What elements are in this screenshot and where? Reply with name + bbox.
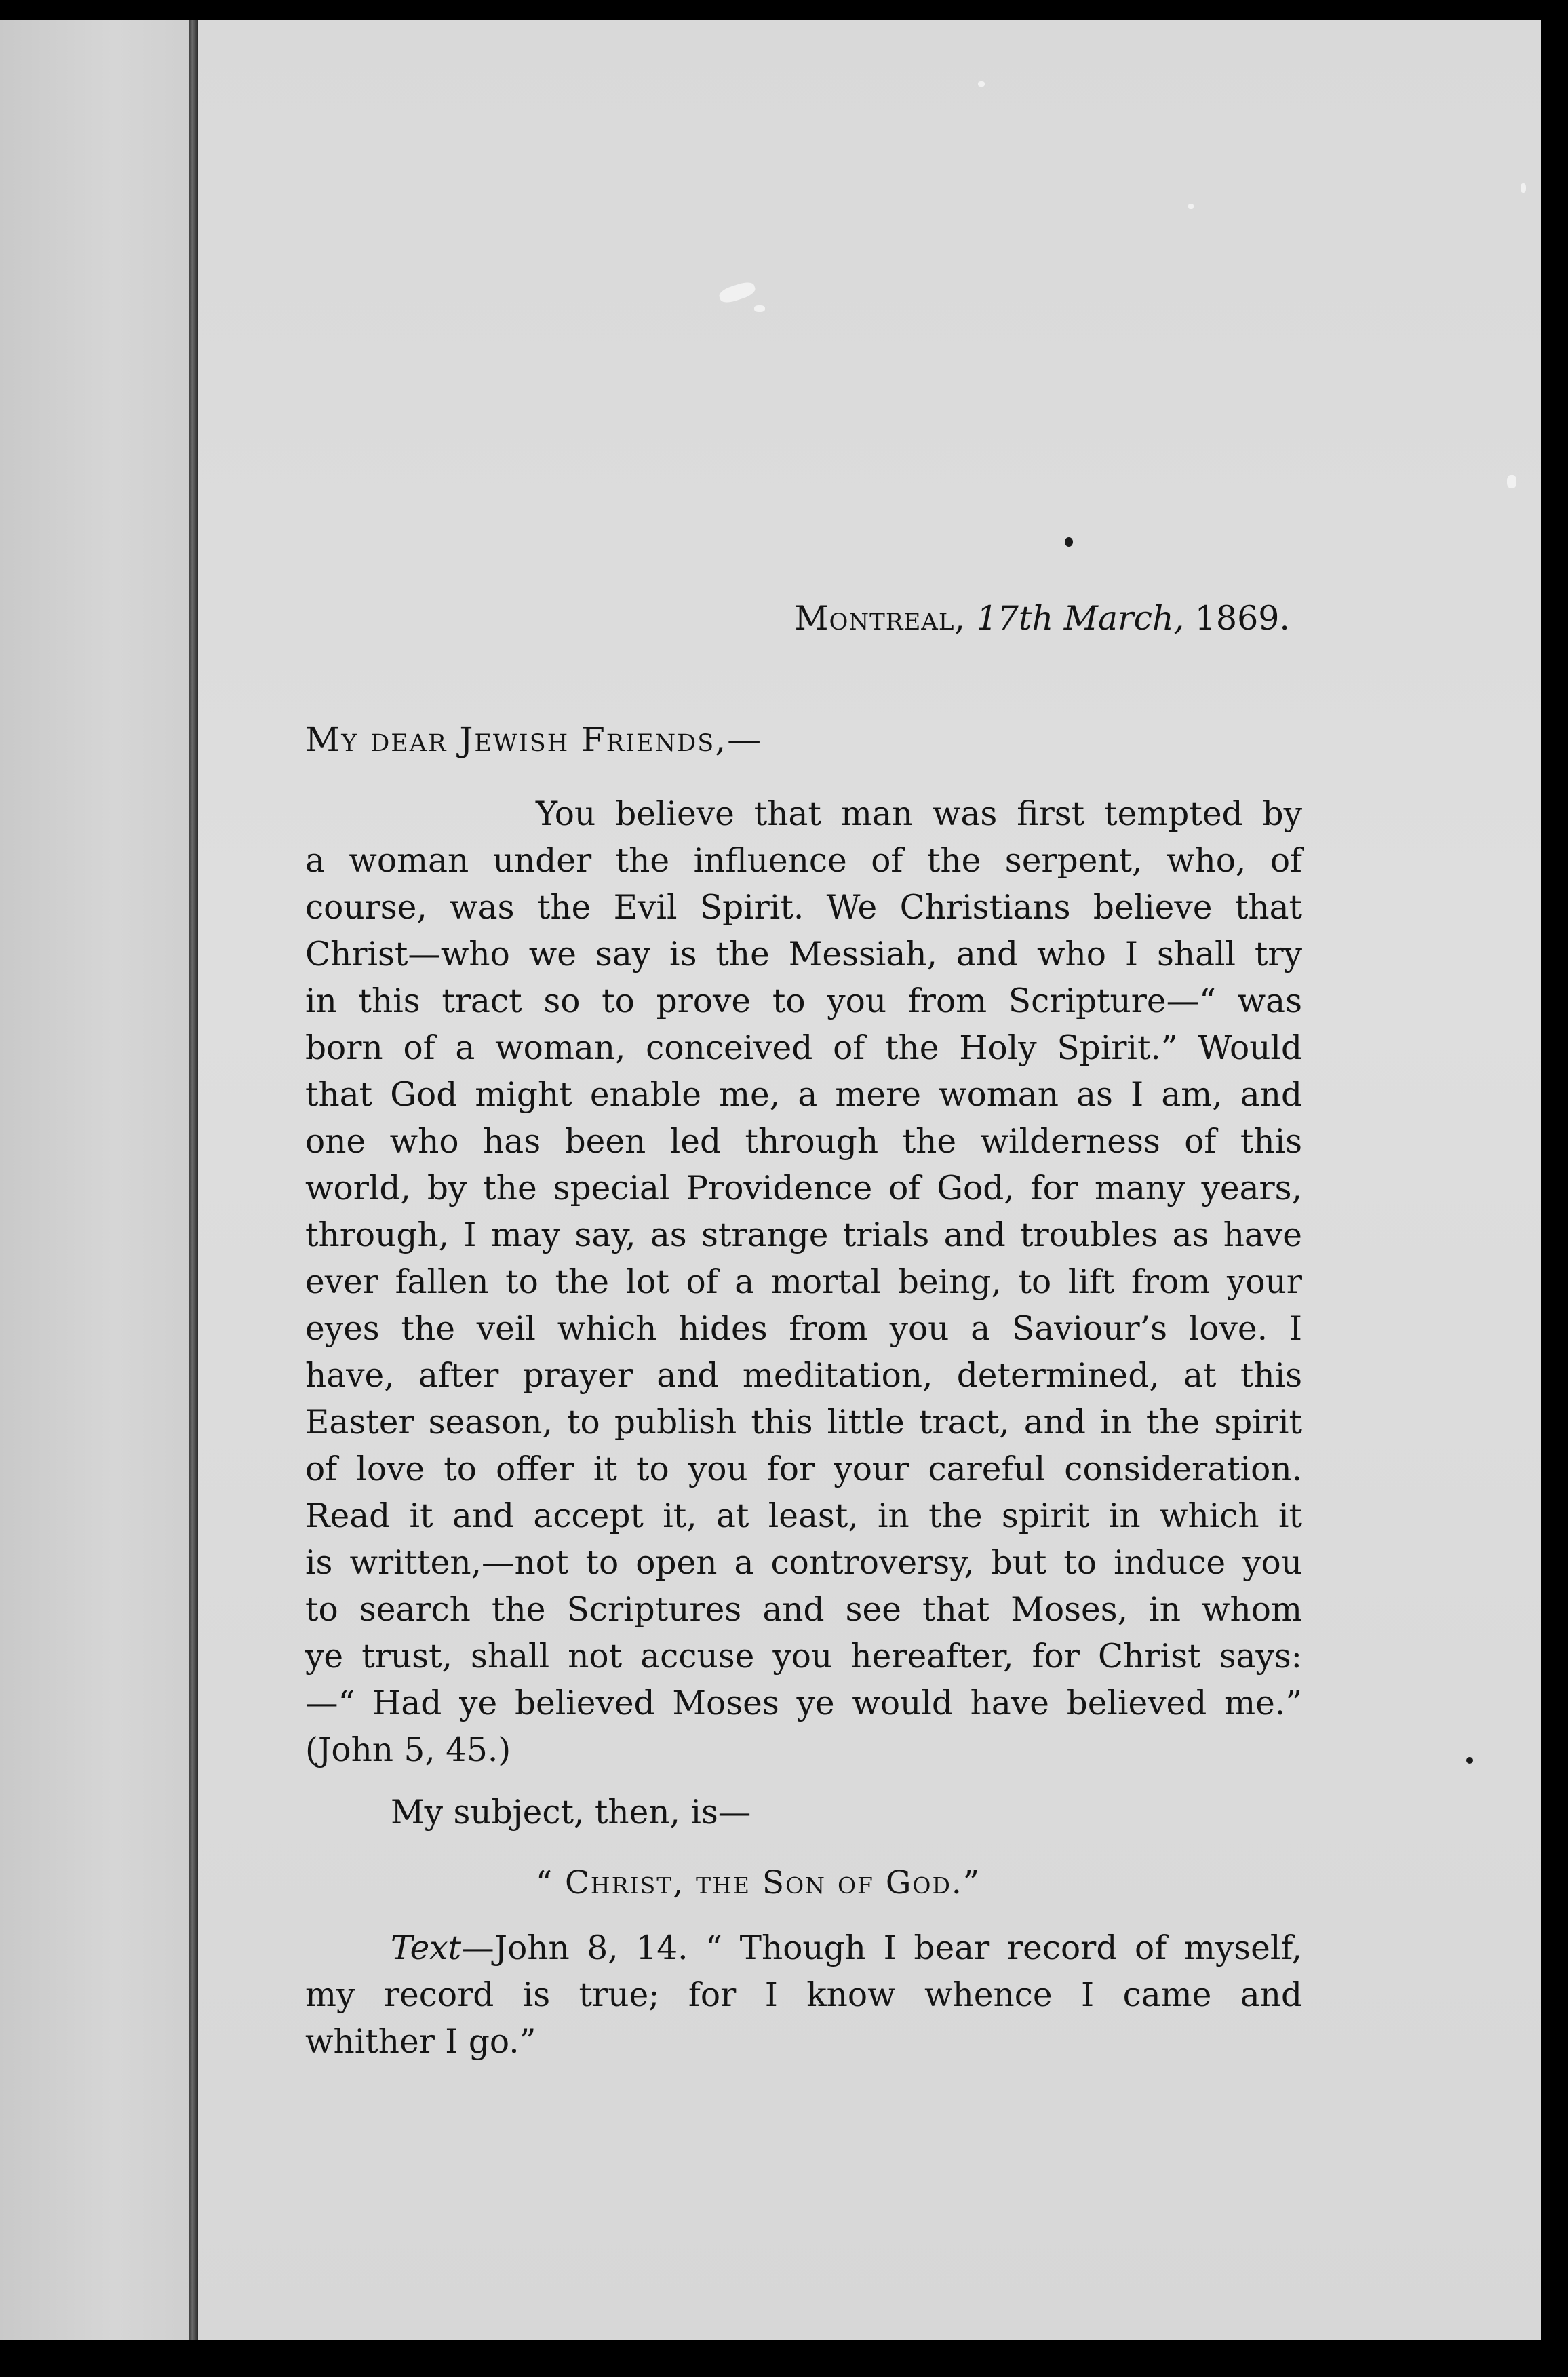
ink-dot [1466, 1757, 1473, 1764]
paper-speck [1507, 475, 1516, 488]
salutation: My dear Jewish Friends,— [305, 720, 763, 759]
body-line: course, was the Evil Spirit. We Christians believe that [305, 889, 1302, 927]
body-line: world, by the special Providence of God, for many years, [305, 1170, 1302, 1207]
body-line: Read it and accept it, at least, in the spirit in which it [305, 1497, 1302, 1535]
subject-title: “ Christ, the Son of God.” [536, 1864, 981, 1901]
book-gutter [189, 20, 198, 2340]
facing-page-edge [0, 20, 191, 2340]
body-line: a woman under the influence of the serpent, who, of [305, 842, 1302, 880]
paper-speck [1188, 204, 1194, 209]
body-paragraph [305, 791, 1302, 1774]
paper-speck [754, 305, 765, 312]
dateline-place: Montreal, [794, 599, 966, 638]
dateline-year: 1869. [1194, 599, 1290, 638]
body-line: to search the Scriptures and see that Moses, in whom [305, 1591, 1302, 1629]
body-line: that God might enable me, a mere woman as I am, and [305, 1076, 1302, 1114]
paper-speck [718, 279, 757, 305]
body-line: (John 5, 45.) [305, 1731, 511, 1769]
body-line: Christ—who we say is the Messiah, and who I shall try [305, 935, 1302, 973]
scripture-text-paragraph [305, 1925, 1302, 2066]
body-line: of love to offer it to you for your careful consideration. [305, 1450, 1302, 1488]
body-line: ye trust, shall not accuse you hereafter, for Christ says: [305, 1638, 1302, 1676]
scripture-line-content: —John 8, 14. “ Though I bear record of myself, [461, 1929, 1302, 1967]
body-line: eyes the veil which hides from you a Saviour’s love. I [305, 1310, 1302, 1348]
dateline-month: March, [1063, 599, 1185, 638]
scripture-line: whither I go.” [305, 2023, 536, 2061]
scripture-line [305, 1925, 1302, 1972]
paper-speck [1521, 183, 1526, 193]
body-line: is written,—not to open a controversy, but to induce you [305, 1544, 1302, 1582]
text-label: Text [391, 1929, 462, 1967]
body-line: have, after prayer and meditation, determined, at this [305, 1357, 1302, 1395]
dateline [734, 597, 1290, 640]
body-line: Easter season, to publish this little tract, and in the spirit [305, 1404, 1302, 1442]
dateline-day: 17th [976, 599, 1054, 638]
body-line: ever fallen to the lot of a mortal being, to lift from your [305, 1263, 1302, 1301]
body-line: through, I may say, as strange trials and troubles as have [305, 1216, 1302, 1254]
body-line: born of a woman, conceived of the Holy Spirit.” Would [305, 1029, 1302, 1067]
body-line: You believe that man was first tempted by [536, 795, 1302, 833]
body-line: one who has been led through the wilderness of this [305, 1123, 1302, 1161]
body-line: in this tract so to prove to you from Scripture—“ was [305, 982, 1302, 1020]
paper-speck [978, 81, 985, 87]
scripture-line: my record is true; for I know whence I came and [305, 1976, 1302, 2014]
body-line: —“ Had ye believed Moses ye would have believed me.” [305, 1684, 1302, 1722]
subject-intro: My subject, then, is— [391, 1794, 751, 1832]
ink-dot [1065, 537, 1073, 547]
